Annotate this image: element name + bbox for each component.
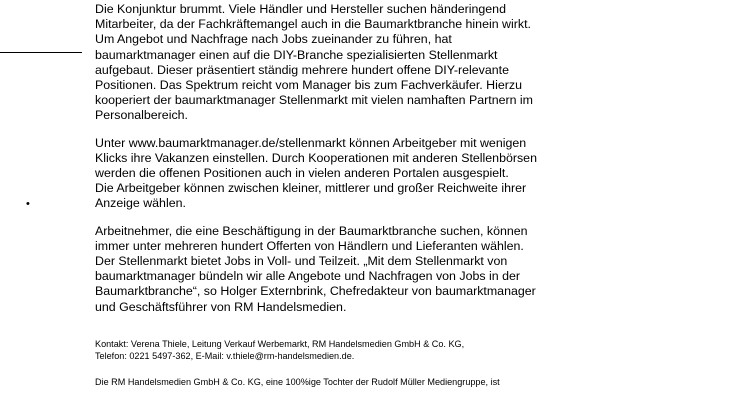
paragraph-arbeitgeber: Unter www.baumarktmanager.de/stellenmarkt können Arbeitgeber mit wenigen Klicks ihre Vakanzen einstellen. Durch Kooperationen mit anderen Stellenbörsen werden die offenen Positionen auch in vielen anderen Portalen ausgespielt. Die Arbeitgeber können zwischen kleiner, mittlerer und großer Reichweite ihrer Anzeige wählen. xyxy=(95,135,537,211)
company-info: Die RM Handelsmedien GmbH & Co. KG, eine 100%ige Tochter der Rudolf Müller Mediengruppe, ist xyxy=(95,376,500,387)
press-release-body xyxy=(95,2,565,402)
paragraph-arbeitnehmer: Arbeitnehmer, die eine Beschäftigung in der Baumarktbranche suchen, können immer unter mehreren hundert Offerten von Händlern und Lieferanten wählen. Der Stellenmarkt bietet Jobs in Voll- und Teilzeit. „Mit dem Stellenmarkt von baumarktmanager bündeln wir alle Angebote und Nachfragen von Jobs in der Baumarktbranche“, so Holger Externbrink, Chefredakteur von baumarktmanager und Geschäftsführer von RM Handelsmedien. xyxy=(95,223,536,314)
paragraph-konjunktur: Die Konjunktur brummt. Viele Händler und Hersteller suchen händeringend Mitarbeiter, da der Fachkräftemangel auch in die Baumarktbranche hinein wirkt. Um Angebot und Nachfrage nach Jobs zueinander zu führen, hat baumarktmanager einen auf die DIY-Branche spezialisierten Stellenmarkt aufgebaut. Dieser präsentiert ständig mehrere hundert offene DIY-relevante Positionen. Das Spektrum reicht vom Manager bis zum Fachverkäufer. Hierzu kooperiert der baumarktmanager Stellenmarkt mit vielen namhaften Partnern im Personalbereich. xyxy=(95,2,534,123)
list-bullet: • xyxy=(26,198,30,210)
margin-rule xyxy=(0,52,82,53)
contact-info: Kontakt: Verena Thiele, Leitung Verkauf Werbemarkt, RM Handelsmedien GmbH & Co. KG, Telefon: 0221 5497-362, E-Mail: v.thiele@rm-handelsmedien.de. xyxy=(95,338,465,361)
